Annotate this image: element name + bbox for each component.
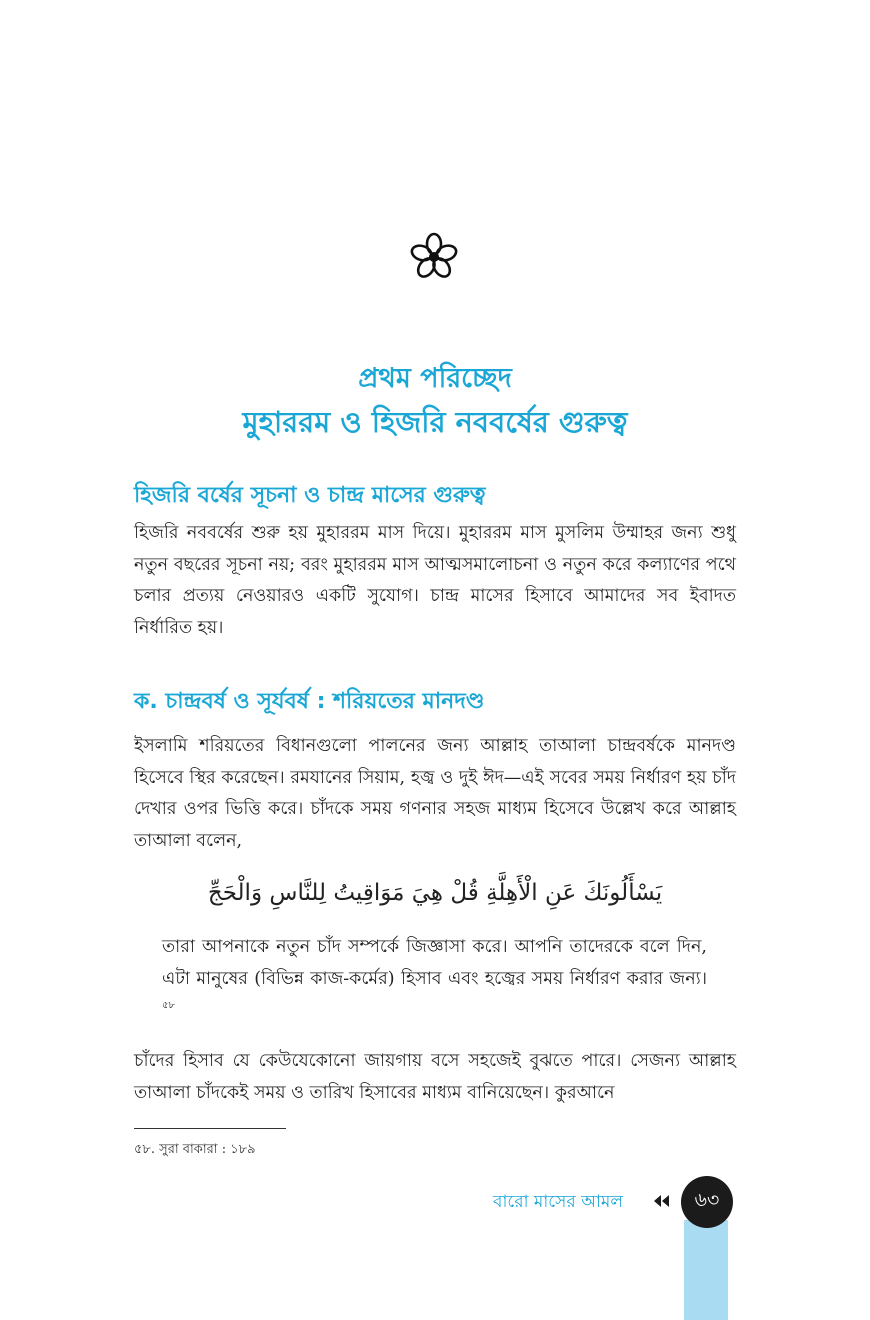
paragraph-continuation: চাঁদের হিসাব যে কেউযেকোনো জায়গায় বসে সহজেই বুঝতে পারে। সেজন্য আল্লাহ তাআলা চাঁদকেই সময় ও তারিখ হিসাবের মাধ্যম বানিয়েছেন। কুরআনে bbox=[134, 1051, 736, 1103]
footnote-divider bbox=[134, 1128, 286, 1129]
flower-ornament-icon bbox=[409, 232, 459, 282]
quran-verse: يَسْأَلُونَكَ عَنِ الْأَهِلَّةِ قُلْ هِيَ مَوَاقِيتُ لِلنَّاسِ وَالْحَجِّ bbox=[207, 880, 663, 906]
footnote-text: ৫৮. সুরা বাকারা : ১৮৯ bbox=[134, 1142, 256, 1157]
page-number: ৬৩ bbox=[681, 1176, 733, 1228]
book-title: বারো মাসের আমল bbox=[493, 1192, 624, 1212]
footnote-ref[interactable]: ৫৮ bbox=[162, 1000, 175, 1012]
section-heading-lunar-solar: ক. চান্দ্রবর্ষ ও সূর্যবর্ষ : শরিয়তের মানদণ্ড bbox=[134, 689, 485, 714]
double-arrow-icon bbox=[654, 1195, 670, 1207]
chapter-title: মুহাররম ও হিজরি নববর্ষের গুরুত্ব bbox=[242, 405, 628, 439]
verse-translation bbox=[162, 932, 707, 1027]
translation-text: তারা আপনাকে নতুন চাঁদ সম্পর্কে জিজ্ঞাসা করে। আপনি তাদেরকে বলে দিন, এটা মানুষের (বিভিন্ন কাজ-কর্মের) হিসাব এবং হজ্বের সময় নির্ধারণ করার জন্য। bbox=[162, 937, 707, 989]
section-heading-hijri: হিজরি বর্ষের সূচনা ও চান্দ্র মাসের গুরুত্ব bbox=[134, 483, 486, 508]
paragraph-hijri: হিজরি নববর্ষের শুরু হয় মুহাররম মাস দিয়ে। মুহাররম মাস মুসলিম উম্মাহর জন্য শুধু নতুন বছরের সূচনা নয়; বরং মুহাররম মাস আত্মসমালোচনা ও নতুন করে কল্যাণের পথে চলার প্রত্যয় নেওয়ারও একটি সুযোগ। চান্দ্র মাসের হিসাবে আমাদের সব ইবাদত নির্ধারিত হয়। bbox=[134, 523, 736, 638]
paragraph-lunar-solar: ইসলামি শরিয়তের বিধানগুলো পালনের জন্য আল্লাহ তাআলা চান্দ্রবর্ষকে মানদণ্ড হিসেবে স্থির করেছেন। রমযানের সিয়াম, হজ্ব ও দুই ঈদ—এই সবের সময় নির্ধারণ হয় চাঁদ দেখার ওপর ভিত্তি করে। চাঁদকে সময় গণনার সহজ মাধ্যম হিসেবে উল্লেখ করে আল্লাহ তাআলা বলেন, bbox=[134, 736, 736, 851]
page-side-tab bbox=[684, 1220, 728, 1320]
chapter-number: প্রথম পরিচ্ছেদ bbox=[358, 363, 512, 394]
